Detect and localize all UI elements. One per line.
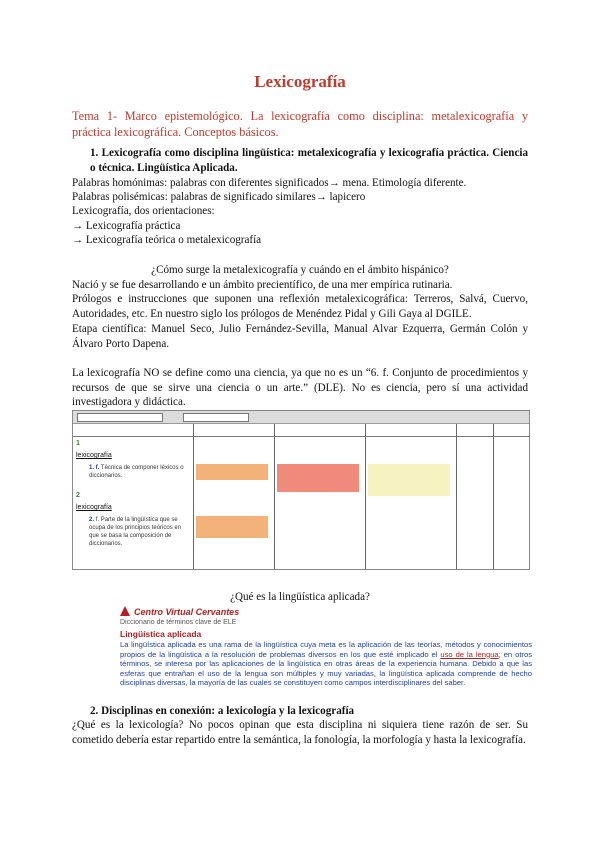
toolbar-field xyxy=(77,413,163,422)
question-linguistica-aplicada: ¿Qué es la lingüística aplicada? xyxy=(230,591,370,603)
entry-number: 1 xyxy=(76,440,80,447)
entry-definition-2 xyxy=(89,516,189,548)
para-prologos: Prólogos e instrucciones que suponen una reflexión metalexicográfica: Terreros, Salvá, Cuervo, Autoridades, etc. En nuestro siglo los prólogos de Menéndez Pidal y Gili Gaya al DGILE. xyxy=(72,293,528,320)
line-teorica: → Lexicografía teórica o metalexicografía xyxy=(72,234,262,246)
column-header xyxy=(457,424,493,437)
cvc-logo-icon xyxy=(120,606,130,616)
cvc-body-text: La lingüística aplicada es una rama de la lingüística cuya meta es la aplicación de las teorías, métodos y conocimientos propios de la lingüística a la resolución de problemas diversos en los que esté implicado el xyxy=(120,640,532,659)
section1-heading: 1. Lexicografía como disciplina lingüística: metalexicografía y lexicografía práctica. Ciencia o técnica. Lingüística Aplicada. xyxy=(90,147,528,174)
line-polisemicas: Palabras polisémicas: palabras de significado similares→ lapicero xyxy=(72,191,366,203)
para-nacio: Nació y se fue desarrollando e un ámbito precientífico, de una mer empírica rutinaria. xyxy=(72,279,453,291)
screenshot-column xyxy=(275,424,366,569)
cvc-subtitle: Diccionario de términos clave de ELE xyxy=(120,619,237,626)
tema-heading: Tema 1- Marco epistemológico. La lexicografía como disciplina: metalexicografía y práctica lexicográfica. Conceptos básicos. xyxy=(72,109,528,139)
line-orientaciones: Lexicografía, dos orientaciones: xyxy=(72,205,215,217)
cvc-logo xyxy=(120,606,239,617)
line-homonimas: Palabras homónimas: palabras con diferentes significados→ mena. Etimología diferente. xyxy=(72,177,467,189)
highlight-note xyxy=(368,464,450,496)
entry-number: 2 xyxy=(76,492,80,499)
toolbar-field xyxy=(183,413,249,422)
definition-number: 1. f. xyxy=(89,465,100,471)
entry-definition-1 xyxy=(89,464,189,480)
dictionary-screenshot xyxy=(72,410,530,570)
para-etapa: Etapa científica: Manuel Seco, Julio Fernández-Sevilla, Manual Alvar Ezquerra, Germán Colón y Álvaro Porto Dapena. xyxy=(72,323,528,350)
definition-text: Técnica de componer léxicos o diccionarios. xyxy=(89,465,184,479)
highlight-note xyxy=(196,464,268,480)
highlight-note xyxy=(277,464,359,492)
line-practica: → Lexicografía práctica xyxy=(72,220,181,232)
cvc-link-uso-lengua[interactable]: uso de la lengua xyxy=(440,649,499,659)
definition-number: 2. xyxy=(89,517,95,523)
entry-headword: lexicografía xyxy=(76,452,112,459)
cvc-logo-text: Centro Virtual Cervantes xyxy=(134,607,240,617)
section2-heading: 2. Disciplinas en conexión: a lexicología y la lexicografía xyxy=(90,705,355,717)
document-title: Lexicografía xyxy=(254,72,346,91)
highlight-note xyxy=(196,516,268,538)
para-definicion: La lexicografía NO se define como una ciencia, ya que no es un “6. f. Conjunto de procedimientos y recursos de que se sirve una ciencia o un arte.” (DLE). No es ciencia, pero sí una actividad investigadora y didáctica. xyxy=(72,367,528,409)
question-metalexicografia: ¿Cómo surge la metalexicografía y cuándo en el ámbito hispánico? xyxy=(151,264,449,276)
column-header xyxy=(494,424,529,437)
screenshot-column xyxy=(494,424,529,569)
column-header xyxy=(73,424,193,437)
column-header xyxy=(366,424,456,437)
screenshot-column xyxy=(194,424,275,569)
definition-text: f. Parte de la lingüística que se ocupa de los principios teóricos en que se basa la composición de diccionarios. xyxy=(89,517,182,547)
cvc-body-text: ; en otros términos, se interesa por las aplicaciones de la lingüística en otras áreas de la experiencia humana. Debido a que las esferas que entrañan el uso de la lengua son múltiples y muy variadas, la lingüística aplicada comprende de hecho disciplinas diversas, la mayoría de las cuales se constituyen como campos interdisciplinares del saber. xyxy=(120,649,532,687)
cvc-term-heading: Lingüística aplicada xyxy=(120,629,202,639)
screenshot-column xyxy=(366,424,457,569)
entry-headword: lexicografía xyxy=(76,504,112,511)
cvc-excerpt xyxy=(116,606,536,692)
screenshot-toolbar xyxy=(73,411,529,424)
cvc-definition xyxy=(120,640,532,688)
column-header xyxy=(194,424,274,437)
screenshot-column xyxy=(73,424,194,569)
para-lexicologia: ¿Qué es la lexicología? No pocos opinan que esta disciplina ni siquiera tiene razón de ser. Su cometido debería estar repartido entre la semántica, la fonología, la morfología y hasta la lexicografía. xyxy=(72,719,528,746)
column-header xyxy=(275,424,365,437)
screenshot-column xyxy=(457,424,494,569)
